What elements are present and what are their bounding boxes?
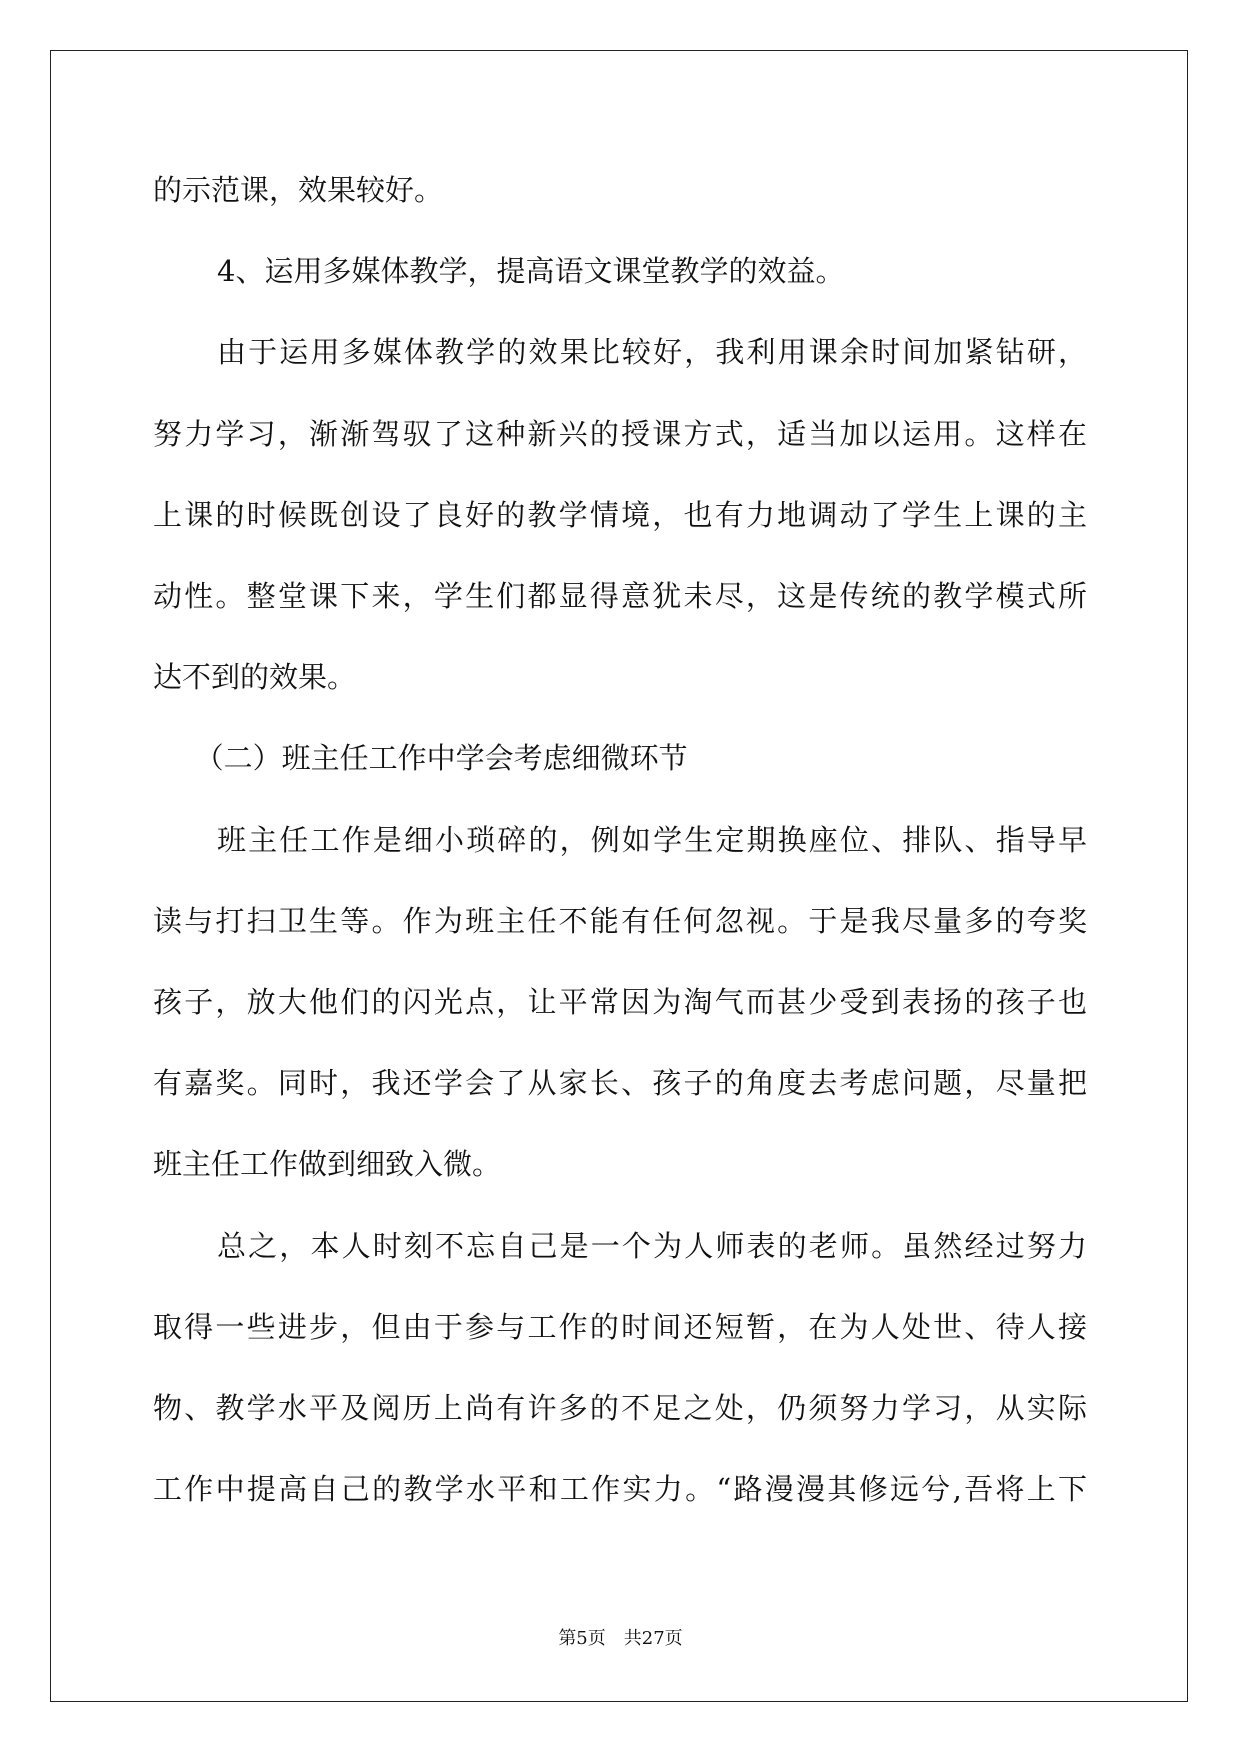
text-line: （二）班主任工作中学会考虑细微环节 [194, 741, 688, 776]
text-line: 努力学习，渐渐驾驭了这种新兴的授课方式，适当加以运用。这样在 [153, 416, 1087, 451]
text-line: 4、运用多媒体教学，提高语文课堂教学的效益。 [217, 254, 845, 289]
text-line: 总之，本人时刻不忘自己是一个为人师表的老师。虽然经过努力 [217, 1228, 1087, 1263]
text-line: 由于运用多媒体教学的效果比较好，我利用课余时间加紧钻研， [217, 335, 1087, 370]
text-line: 班主任工作做到细致入微。 [153, 1147, 502, 1182]
text-line: 有嘉奖。同时，我还学会了从家长、孩子的角度去考虑问题，尽量把 [153, 1066, 1087, 1101]
text-line: 的示范课，效果较好。 [153, 173, 444, 207]
page-number-footer: 第5页 共27页 [558, 1628, 683, 1649]
text-line: 物、教学水平及阅历上尚有许多的不足之处，仍须努力学习，从实际 [153, 1391, 1087, 1425]
text-line: 动性。整堂课下来，学生们都显得意犹未尽，这是传统的教学模式所 [153, 579, 1087, 613]
text-line: 上课的时候既创设了良好的教学情境，也有力地调动了学生上课的主 [153, 497, 1087, 532]
text-line: 工作中提高自己的教学水平和工作实力。“路漫漫其修远兮,吾将上下 [153, 1472, 1087, 1507]
text-line: 取得一些进步，但由于参与工作的时间还短暂，在为人处世、待人接 [153, 1309, 1087, 1344]
text-line: 读与打扫卫生等。作为班主任不能有任何忽视。于是我尽量多的夸奖 [153, 903, 1087, 938]
text-line: 孩子，放大他们的闪光点，让平常因为淘气而甚少受到表扬的孩子也 [153, 985, 1087, 1019]
text-line: 班主任工作是细小琐碎的，例如学生定期换座位、排队、指导早 [217, 822, 1087, 857]
text-line: 达不到的效果。 [153, 660, 357, 695]
page-border [50, 50, 1188, 1702]
